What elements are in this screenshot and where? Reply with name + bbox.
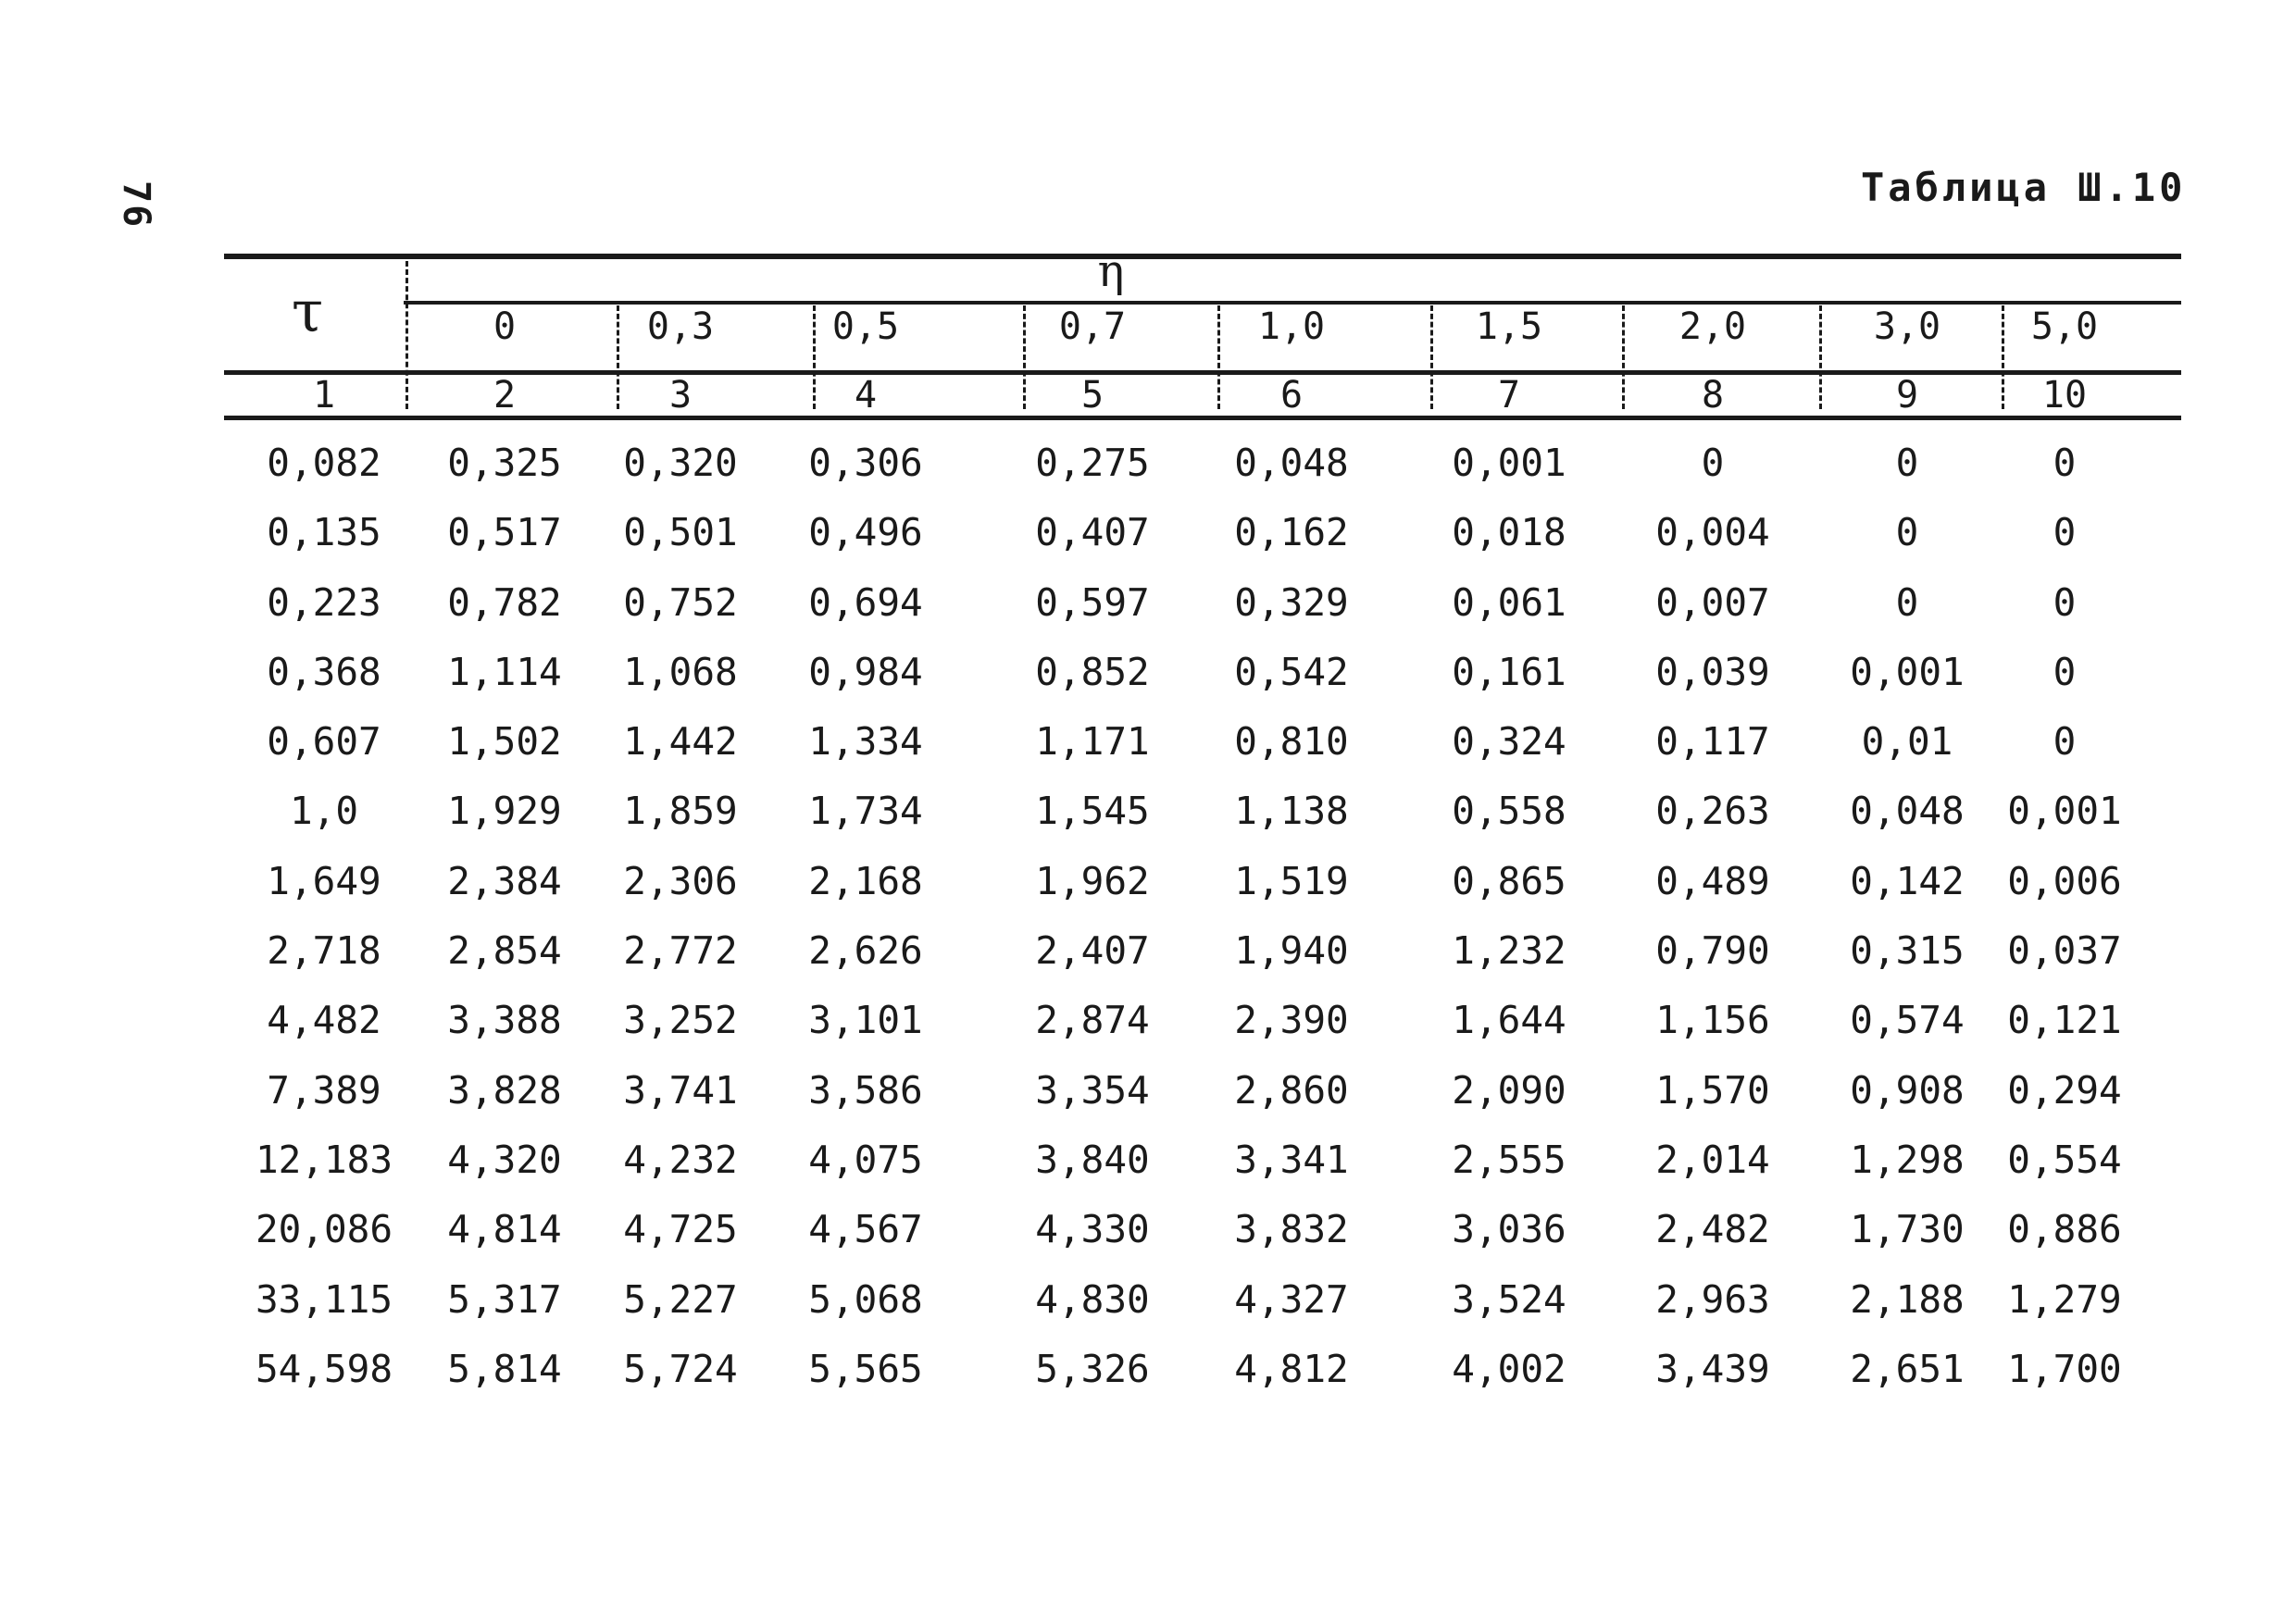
table-cell: 1,570: [1655, 1067, 1770, 1113]
column-number: 3: [668, 374, 693, 417]
table-cell: 2,626: [808, 928, 923, 974]
table-cell: 1,279: [2007, 1276, 2122, 1322]
tau-symbol: τ: [291, 278, 324, 345]
table-cell: 1,232: [1452, 928, 1566, 974]
table-cell: 0,790: [1655, 928, 1770, 974]
column-number: 6: [1279, 374, 1304, 417]
column-number: 10: [2041, 374, 2088, 417]
table-cell: 0,121: [2007, 998, 2122, 1043]
table-cell: 3,840: [1035, 1137, 1150, 1182]
table-cell: 0: [1701, 441, 1725, 485]
table-cell: 0,554: [2007, 1137, 2122, 1182]
table-row: [224, 575, 2181, 644]
table-cell: 4,320: [447, 1137, 562, 1182]
table-cell: 0: [1895, 441, 1919, 485]
table-body: [224, 435, 2181, 1411]
column-number: 1: [312, 374, 336, 417]
table-row: [224, 644, 2181, 714]
table-cell: 1,068: [623, 649, 738, 694]
table-cell: 5,724: [623, 1346, 738, 1391]
table-cell: 3,388: [447, 998, 562, 1043]
table-cell: 3,252: [623, 998, 738, 1043]
column-number: 5: [1080, 374, 1104, 417]
eta-value-header: 2,0: [1678, 305, 1747, 348]
table-cell: 0,320: [623, 441, 738, 485]
table-cell: 0,574: [1850, 998, 1965, 1043]
table-cell: 0,004: [1655, 510, 1770, 555]
table-cell: 3,341: [1234, 1137, 1349, 1182]
table-cell: 1,519: [1234, 858, 1349, 903]
tau-value: 7,389: [267, 1067, 381, 1113]
table-title: Таблица Ш.10: [1861, 165, 2187, 210]
column-separator: [406, 261, 408, 409]
table-cell: 0,782: [447, 579, 562, 625]
table-cell: 0,018: [1452, 510, 1566, 555]
table-cell: 1,700: [2007, 1346, 2122, 1391]
table-cell: 5,565: [808, 1346, 923, 1391]
tau-value: 1,649: [267, 858, 381, 903]
table-cell: 2,772: [623, 928, 738, 974]
table-cell: 3,354: [1035, 1067, 1150, 1113]
table-cell: 4,814: [447, 1207, 562, 1252]
table-cell: 0,006: [2007, 858, 2122, 903]
table-cell: 2,874: [1035, 998, 1150, 1043]
table-cell: 4,830: [1035, 1276, 1150, 1322]
table-cell: 0,315: [1850, 928, 1965, 974]
table-cell: 0,597: [1035, 579, 1150, 625]
table-cell: 0,306: [808, 441, 923, 485]
table-cell: 0: [2053, 579, 2077, 625]
table-row: [224, 504, 2181, 574]
table-cell: 0: [2053, 649, 2077, 694]
table-row: [224, 714, 2181, 783]
tau-value: 2,718: [267, 928, 381, 974]
eta-value-header: 3,0: [1873, 305, 1941, 348]
table-cell: 0,061: [1452, 579, 1566, 625]
table-cell: 3,832: [1234, 1207, 1349, 1252]
table-cell: 0,694: [808, 579, 923, 625]
table-cell: 3,741: [623, 1067, 738, 1113]
table-cell: 1,156: [1655, 998, 1770, 1043]
tau-value: 33,115: [255, 1276, 393, 1322]
table-cell: 0,407: [1035, 510, 1150, 555]
tau-value: 0,607: [267, 719, 381, 765]
table-cell: 0,001: [1850, 649, 1965, 694]
table-row: [224, 783, 2181, 852]
table-cell: 0,117: [1655, 719, 1770, 765]
table-cell: 0,517: [447, 510, 562, 555]
table-cell: 4,725: [623, 1207, 738, 1252]
table-cell: 2,651: [1850, 1346, 1965, 1391]
table-cell: 0: [2053, 510, 2077, 555]
table-cell: 0,037: [2007, 928, 2122, 974]
table-cell: 0,01: [1861, 719, 1953, 765]
table-cell: 0,162: [1234, 510, 1349, 555]
table-top-rule: [224, 254, 2181, 259]
table-cell: 4,330: [1035, 1207, 1150, 1252]
eta-value-header: 0,7: [1058, 305, 1127, 348]
table-cell: 1,171: [1035, 719, 1150, 765]
table-cell: 0,007: [1655, 579, 1770, 625]
table-cell: 0,325: [447, 441, 562, 485]
tau-value: 0,135: [267, 510, 381, 555]
tau-value: 0,082: [267, 441, 381, 485]
table-cell: 0,275: [1035, 441, 1150, 485]
table-cell: 1,545: [1035, 789, 1150, 834]
table-cell: 0,496: [808, 510, 923, 555]
column-number: 2: [493, 374, 517, 417]
table-cell: 1,442: [623, 719, 738, 765]
tau-value: 1,0: [289, 789, 359, 834]
table-cell: 4,075: [808, 1137, 923, 1182]
table-cell: 2,555: [1452, 1137, 1566, 1182]
column-number: 4: [854, 374, 878, 417]
table-cell: 5,227: [623, 1276, 738, 1322]
table-cell: 0: [1895, 510, 1919, 555]
table-cell: 0: [2053, 719, 2077, 765]
table-cell: 2,168: [808, 858, 923, 903]
table-cell: 0,048: [1234, 441, 1349, 485]
column-separator: [1622, 305, 1625, 409]
tau-value: 20,086: [255, 1207, 393, 1252]
table-cell: 5,317: [447, 1276, 562, 1322]
table-cell: 0,542: [1234, 649, 1349, 694]
table-cell: 1,298: [1850, 1137, 1965, 1182]
table-cell: 0,886: [2007, 1207, 2122, 1252]
table-cell: 0,865: [1452, 858, 1566, 903]
column-separator: [1819, 305, 1822, 409]
table-cell: 0,908: [1850, 1067, 1965, 1113]
table-row: [224, 435, 2181, 504]
table-row: [224, 1272, 2181, 1341]
tau-value: 54,598: [255, 1346, 393, 1391]
table-row: [224, 1063, 2181, 1132]
table-cell: 1,734: [808, 789, 923, 834]
table-cell: 1,114: [447, 649, 562, 694]
table-cell: 0: [2053, 441, 2077, 485]
eta-value-header: 1,0: [1257, 305, 1326, 348]
table-cell: 4,812: [1234, 1346, 1349, 1391]
table-cell: 1,929: [447, 789, 562, 834]
table-cell: 4,232: [623, 1137, 738, 1182]
table-row: [224, 1132, 2181, 1201]
table-cell: 3,439: [1655, 1346, 1770, 1391]
table-cell: 1,730: [1850, 1207, 1965, 1252]
tau-value: 12,183: [255, 1137, 393, 1182]
table-cell: 0,263: [1655, 789, 1770, 834]
table-cell: 2,482: [1655, 1207, 1770, 1252]
table-cell: 0,329: [1234, 579, 1349, 625]
eta-value-header: 0,3: [646, 305, 715, 348]
tau-value: 4,482: [267, 998, 381, 1043]
eta-value-header: 0: [493, 305, 517, 348]
table-cell: 0,161: [1452, 649, 1566, 694]
table-cell: 0,558: [1452, 789, 1566, 834]
eta-symbol: η: [1097, 245, 1125, 297]
table-cell: 0,852: [1035, 649, 1150, 694]
table-cell: 1,859: [623, 789, 738, 834]
table-cell: 3,586: [808, 1067, 923, 1113]
table-cell: 4,567: [808, 1207, 923, 1252]
table-cell: 0,294: [2007, 1067, 2122, 1113]
table-cell: 0,048: [1850, 789, 1965, 834]
tau-value: 0,368: [267, 649, 381, 694]
table-cell: 2,407: [1035, 928, 1150, 974]
table-cell: 1,138: [1234, 789, 1349, 834]
table-cell: 4,327: [1234, 1276, 1349, 1322]
column-number: 7: [1497, 374, 1521, 417]
table-cell: 2,014: [1655, 1137, 1770, 1182]
table-cell: 5,068: [808, 1276, 923, 1322]
table-cell: 0,489: [1655, 858, 1770, 903]
table-cell: 3,828: [447, 1067, 562, 1113]
table-cell: 0,752: [623, 579, 738, 625]
table-cell: 0,001: [2007, 789, 2122, 834]
table-cell: 2,854: [447, 928, 562, 974]
table-cell: 0,039: [1655, 649, 1770, 694]
table-row: [224, 992, 2181, 1062]
table-cell: 3,524: [1452, 1276, 1566, 1322]
table-cell: 2,090: [1452, 1067, 1566, 1113]
table-cell: 2,860: [1234, 1067, 1349, 1113]
column-separator: [1430, 305, 1433, 409]
table-row: [224, 923, 2181, 992]
table-row: [224, 1341, 2181, 1411]
eta-rule: [404, 301, 2181, 305]
eta-value-header: 0,5: [831, 305, 900, 348]
tau-value: 0,223: [267, 579, 381, 625]
table-cell: 2,390: [1234, 998, 1349, 1043]
table-row: [224, 853, 2181, 923]
column-number: 9: [1895, 374, 1919, 417]
table-cell: 0,810: [1234, 719, 1349, 765]
table-cell: 0,501: [623, 510, 738, 555]
table-cell: 1,962: [1035, 858, 1150, 903]
table-cell: 0,142: [1850, 858, 1965, 903]
table-cell: 3,101: [808, 998, 923, 1043]
table-cell: 0,001: [1452, 441, 1566, 485]
column-number: 8: [1701, 374, 1725, 417]
table-cell: 2,963: [1655, 1276, 1770, 1322]
table-cell: 2,306: [623, 858, 738, 903]
table-cell: 2,384: [447, 858, 562, 903]
table-cell: 4,002: [1452, 1346, 1566, 1391]
eta-value-header: 1,5: [1475, 305, 1543, 348]
table-cell: 1,334: [808, 719, 923, 765]
table-cell: 2,188: [1850, 1276, 1965, 1322]
table-cell: 1,940: [1234, 928, 1349, 974]
table-cell: 0: [1895, 579, 1919, 625]
table-cell: 5,814: [447, 1346, 562, 1391]
table-cell: 1,502: [447, 719, 562, 765]
page-number: 76: [115, 180, 157, 230]
table-cell: 3,036: [1452, 1207, 1566, 1252]
table-cell: 0,984: [808, 649, 923, 694]
table-cell: 0,324: [1452, 719, 1566, 765]
eta-value-header: 5,0: [2030, 305, 2099, 348]
table-cell: 1,644: [1452, 998, 1566, 1043]
table-cell: 5,326: [1035, 1346, 1150, 1391]
table-row: [224, 1201, 2181, 1271]
